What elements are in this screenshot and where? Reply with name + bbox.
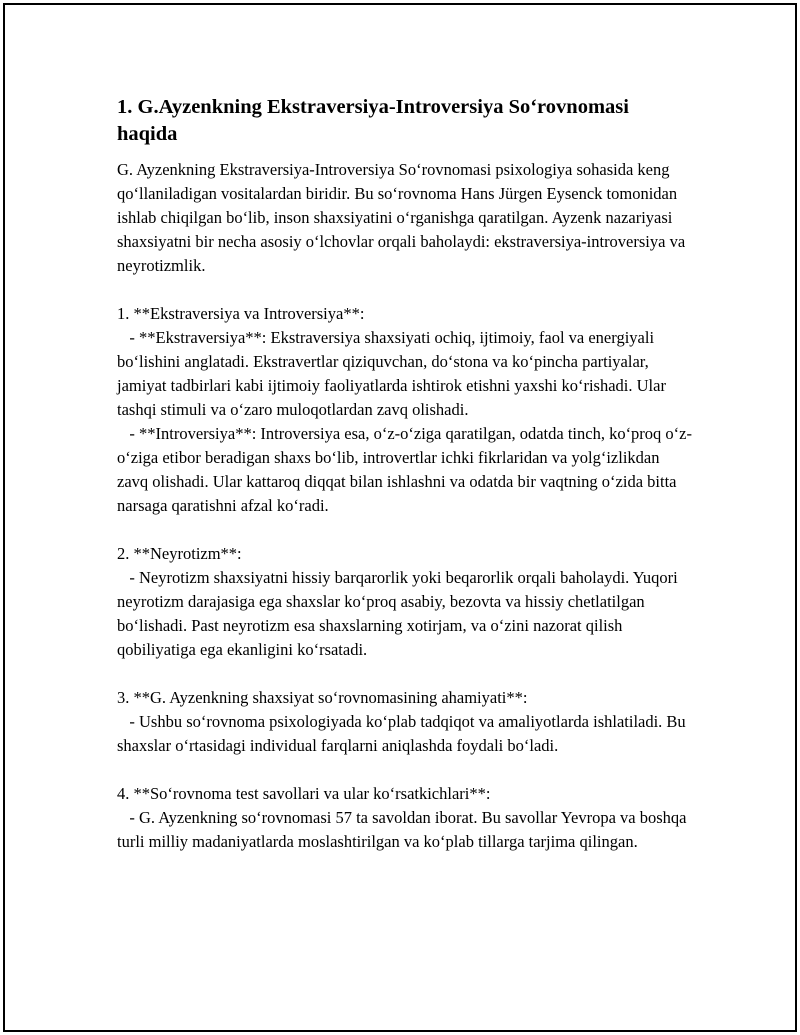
document-body: G. Ayzenkning Ekstraversiya-Introversiya So‘rovnomasi psixologiya sohasida keng qo‘llaniladigan vositalardan biridir. Bu so‘rovnoma Hans Jürgen Eysenck tomonidan ishlab chiqilgan bo‘lib, inson shaxsiyatini o‘rganishga qaratilgan. Ayzenk nazariyasi shaxsiyatni bir necha asosiy o‘lchovlar orqali baholaydi: ekstraversiya-introversiya va neyrotizmlik. 1. **Ekstraversiya va Introversiya**: - **Ekstraversiya**: Ekstraversiya shaxsiyati ochiq, ijtimoiy, faol va energiyali bo‘lishini anglatadi. Ekstravertlar qiziquvchan, do‘stona va ko‘pincha partiyalar, jamiyat tadbirlari kabi ijtimoiy faoliyatlarda ishtirok etishni yaxshi ko‘rishadi. Ular tashqi stimuli va o‘zaro muloqotlardan zavq olishadi. - **Introversiya**: Introversiya esa, o‘z-o‘ziga qaratilgan, odatda tinch, ko‘proq o‘z-o‘ziga etibor beradigan shaxs bo‘lib, introvertlar ichki fikrlaridan va yolg‘izlikdan zavq olishadi. Ular kattaroq diqqat bilan ishlashni va odatda bir vaqtning o‘zida bitta narsaga qaratishni afzal ko‘radi. 2. **Neyrotizm**: - Neyrotizm shaxsiyatni hissiy barqarorlik yoki beqarorlik orqali baholaydi. Yuqori neyrotizm darajasiga ega shaxslar ko‘proq asabiy, bezovta va hissiy chetlatilgan bo‘lishadi. Past neyrotizm esa shaxslarning xotirjam, va o‘zini nazorat qilish qobiliyatiga ega ekanligini ko‘rsatadi. 3. **G. Ayzenkning shaxsiyat so‘rovnomasining ahamiyati**: - Ushbu so‘rovnoma psixologiyada ko‘plab tadqiqot va amaliyotlarda ishlatiladi. Bu shaxslar o‘rtasidagi individual farqlarni aniqlashda foydali bo‘ladi. 4. **So‘rovnoma test savollari va ular ko‘rsatkichlari**: - G. Ayzenkning so‘rovnomasi 57 ta savoldan iborat. Bu savollar Yevropa va boshqa turli milliy madaniyatlarda moslashtirilgan va ko‘plab tillarga tarjima qilingan. <box>117 160 692 851</box>
document-title: 1. G.Ayzenkning Ekstraversiya-Introversiya So‘rovnomasi haqida <box>117 96 629 145</box>
document-content <box>117 94 692 854</box>
